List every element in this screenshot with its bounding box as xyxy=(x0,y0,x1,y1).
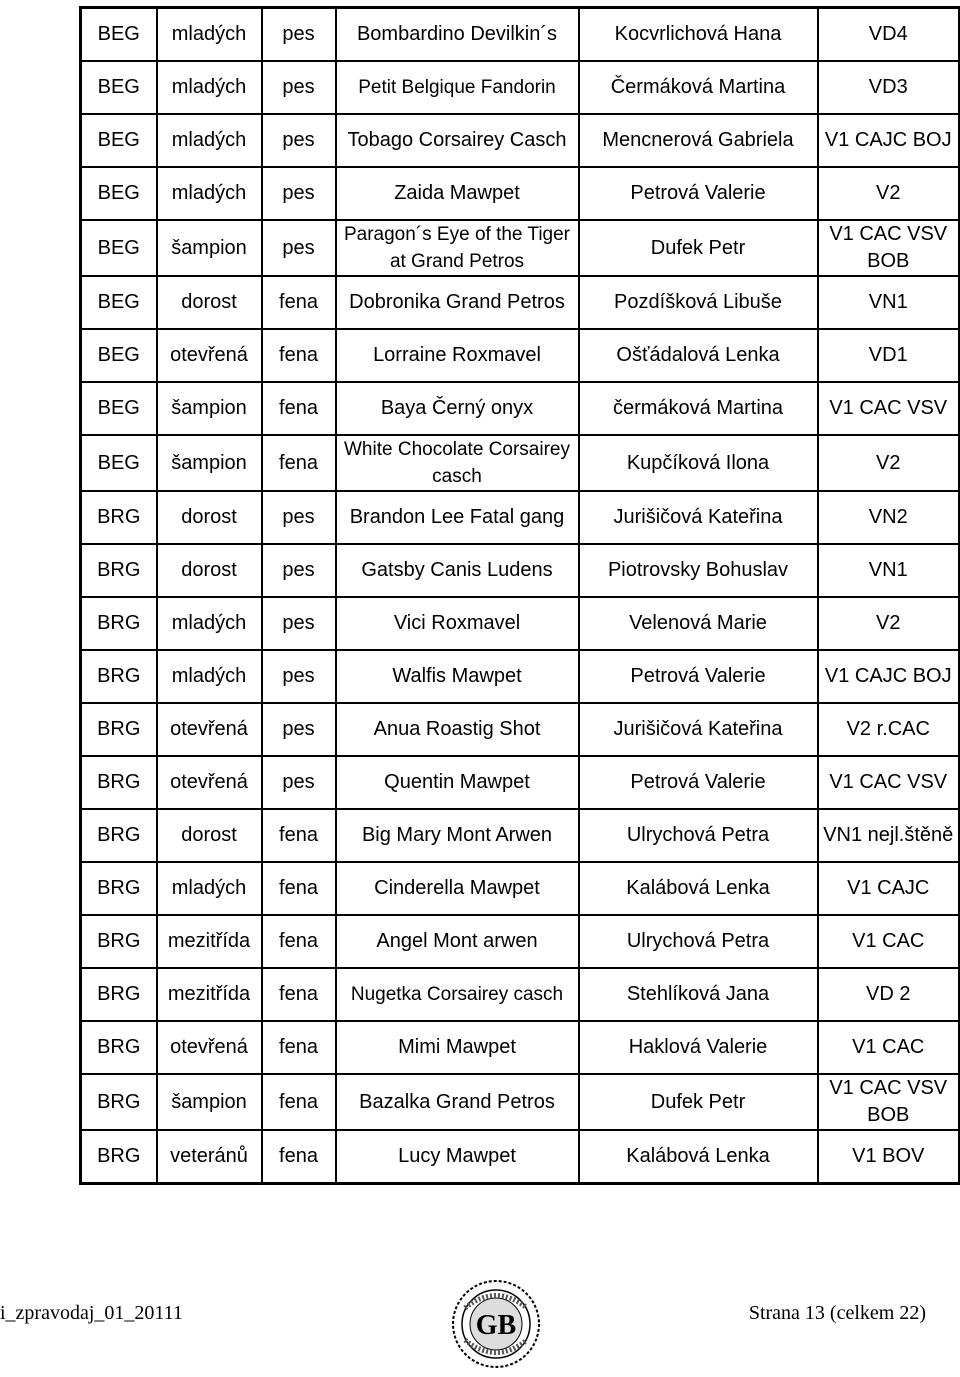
cell-breed: BRG xyxy=(81,1130,157,1184)
cell-sex: fena xyxy=(262,329,336,382)
cell-sex: fena xyxy=(262,276,336,329)
cell-class: otevřená xyxy=(157,329,262,382)
cell-sex: pes xyxy=(262,61,336,114)
cell-dog: Walfis Mawpet xyxy=(336,650,579,703)
cell-owner: Petrová Valerie xyxy=(579,167,818,220)
cell-sex: fena xyxy=(262,435,336,491)
cell-owner: Ulrychová Petra xyxy=(579,915,818,968)
cell-dog: Cinderella Mawpet xyxy=(336,862,579,915)
cell-breed: BRG xyxy=(81,1074,157,1130)
table-row xyxy=(81,650,960,703)
cell-result: V2 xyxy=(818,435,960,491)
footer-page-number: Strana 13 (celkem 22) xyxy=(748,1302,926,1324)
cell-result: V2 r.CAC xyxy=(818,703,960,756)
cell-sex: pes xyxy=(262,597,336,650)
cell-class: mezitřída xyxy=(157,915,262,968)
cell-sex: pes xyxy=(262,167,336,220)
cell-sex: fena xyxy=(262,809,336,862)
table-row xyxy=(81,915,960,968)
cell-result: VN1 nejl.štěně xyxy=(818,809,960,862)
table-row xyxy=(81,382,960,435)
cell-sex: fena xyxy=(262,915,336,968)
cell-class: dorost xyxy=(157,809,262,862)
cell-class: mladých xyxy=(157,8,262,62)
cell-owner: Kalábová Lenka xyxy=(579,1130,818,1184)
cell-result: V1 CAC VSV xyxy=(818,382,960,435)
cell-dog: Quentin Mawpet xyxy=(336,756,579,809)
cell-breed: BEG xyxy=(81,61,157,114)
cell-sex: fena xyxy=(262,1021,336,1074)
cell-result: VN2 xyxy=(818,491,960,544)
cell-class: otevřená xyxy=(157,756,262,809)
cell-breed: BRG xyxy=(81,544,157,597)
cell-result: V1 CAJC BOJ xyxy=(818,114,960,167)
cell-result: V1 CAC VSV xyxy=(818,756,960,809)
cell-owner: Stehlíková Jana xyxy=(579,968,818,1021)
cell-breed: BRG xyxy=(81,756,157,809)
table-row xyxy=(81,8,960,62)
cell-class: šampion xyxy=(157,220,262,276)
cell-dog: Petit Belgique Fandorin xyxy=(336,61,579,114)
cell-dog: Lorraine Roxmavel xyxy=(336,329,579,382)
cell-sex: pes xyxy=(262,544,336,597)
cell-breed: BRG xyxy=(81,968,157,1021)
cell-owner: Čermáková Martina xyxy=(579,61,818,114)
cell-sex: fena xyxy=(262,968,336,1021)
cell-result: V2 xyxy=(818,597,960,650)
cell-owner: Dufek Petr xyxy=(579,220,818,276)
cell-sex: pes xyxy=(262,703,336,756)
cell-breed: BEG xyxy=(81,8,157,62)
cell-owner: Mencnerová Gabriela xyxy=(579,114,818,167)
cell-sex: fena xyxy=(262,382,336,435)
table-row xyxy=(81,329,960,382)
cell-result: V1 CAJC BOJ xyxy=(818,650,960,703)
cell-result: VN1 xyxy=(818,544,960,597)
cell-class: veteránů xyxy=(157,1130,262,1184)
cell-result: V1 BOV xyxy=(818,1130,960,1184)
cell-breed: BRG xyxy=(81,915,157,968)
cell-class: šampion xyxy=(157,382,262,435)
cell-class: dorost xyxy=(157,276,262,329)
cell-owner: čermáková Martina xyxy=(579,382,818,435)
cell-dog: Angel Mont arwen xyxy=(336,915,579,968)
cell-owner: Petrová Valerie xyxy=(579,756,818,809)
cell-class: šampion xyxy=(157,1074,262,1130)
cell-class: mladých xyxy=(157,167,262,220)
cell-breed: BRG xyxy=(81,1021,157,1074)
cell-class: dorost xyxy=(157,491,262,544)
cell-class: mladých xyxy=(157,597,262,650)
table-row xyxy=(81,544,960,597)
cell-class: mladých xyxy=(157,114,262,167)
table-row xyxy=(81,1074,960,1130)
cell-owner: Velenová Marie xyxy=(579,597,818,650)
cell-breed: BEG xyxy=(81,435,157,491)
table-row xyxy=(81,862,960,915)
cell-sex: fena xyxy=(262,862,336,915)
cell-dog: Bombardino Devilkin´s xyxy=(336,8,579,62)
logo-monogram: GB xyxy=(475,1310,517,1341)
cell-dog: Vici Roxmavel xyxy=(336,597,579,650)
table-body xyxy=(81,8,960,1184)
cell-dog: Brandon Lee Fatal gang xyxy=(336,491,579,544)
cell-owner: Dufek Petr xyxy=(579,1074,818,1130)
cell-class: mezitřída xyxy=(157,968,262,1021)
cell-class: dorost xyxy=(157,544,262,597)
table-row xyxy=(81,61,960,114)
table-row xyxy=(81,703,960,756)
cell-breed: BRG xyxy=(81,650,157,703)
cell-owner: Piotrovsky Bohuslav xyxy=(579,544,818,597)
cell-result: V1 CAC xyxy=(818,1021,960,1074)
cell-dog: Big Mary Mont Arwen xyxy=(336,809,579,862)
cell-result: V1 CAC VSV BOB xyxy=(818,220,960,276)
club-logo-seal xyxy=(445,1278,547,1370)
cell-dog: Mimi Mawpet xyxy=(336,1021,579,1074)
table-row xyxy=(81,276,960,329)
cell-sex: fena xyxy=(262,1074,336,1130)
table-row xyxy=(81,167,960,220)
cell-breed: BEG xyxy=(81,220,157,276)
cell-breed: BEG xyxy=(81,276,157,329)
cell-breed: BEG xyxy=(81,114,157,167)
cell-result: VD 2 xyxy=(818,968,960,1021)
cell-class: mladých xyxy=(157,61,262,114)
cell-dog: Anua Roastig Shot xyxy=(336,703,579,756)
cell-sex: fena xyxy=(262,1130,336,1184)
cell-breed: BRG xyxy=(81,703,157,756)
cell-breed: BRG xyxy=(81,809,157,862)
cell-owner: Ulrychová Petra xyxy=(579,809,818,862)
cell-result: V1 CAC xyxy=(818,915,960,968)
cell-dog: Dobronika Grand Petros xyxy=(336,276,579,329)
cell-dog: Paragon´s Eye of the Tiger at Grand Petros xyxy=(336,220,579,276)
cell-breed: BEG xyxy=(81,382,157,435)
table-row xyxy=(81,968,960,1021)
cell-result: VD1 xyxy=(818,329,960,382)
cell-result: VD4 xyxy=(818,8,960,62)
cell-result: V1 CAJC xyxy=(818,862,960,915)
table-row xyxy=(81,809,960,862)
cell-sex: pes xyxy=(262,756,336,809)
cell-sex: pes xyxy=(262,8,336,62)
cell-breed: BRG xyxy=(81,491,157,544)
cell-dog: Tobago Corsairey Casch xyxy=(336,114,579,167)
cell-dog: Zaida Mawpet xyxy=(336,167,579,220)
cell-breed: BEG xyxy=(81,329,157,382)
cell-result: V2 xyxy=(818,167,960,220)
cell-owner: Pozdíšková Libuše xyxy=(579,276,818,329)
cell-dog: Nugetka Corsairey casch xyxy=(336,968,579,1021)
cell-owner: Jurišičová Kateřina xyxy=(579,703,818,756)
cell-result: VD3 xyxy=(818,61,960,114)
cell-dog: Lucy Mawpet xyxy=(336,1130,579,1184)
cell-class: mladých xyxy=(157,650,262,703)
table-row xyxy=(81,491,960,544)
cell-dog: Bazalka Grand Petros xyxy=(336,1074,579,1130)
cell-owner: Kocvrlichová Hana xyxy=(579,8,818,62)
cell-class: šampion xyxy=(157,435,262,491)
table-row xyxy=(81,1021,960,1074)
table-row xyxy=(81,435,960,491)
cell-owner: Kalábová Lenka xyxy=(579,862,818,915)
cell-owner: Jurišičová Kateřina xyxy=(579,491,818,544)
table-row xyxy=(81,1130,960,1184)
cell-class: otevřená xyxy=(157,1021,262,1074)
cell-sex: pes xyxy=(262,650,336,703)
cell-owner: Kupčíková Ilona xyxy=(579,435,818,491)
cell-sex: pes xyxy=(262,114,336,167)
table-row xyxy=(81,114,960,167)
cell-owner: Haklová Valerie xyxy=(579,1021,818,1074)
cell-dog: Baya Černý onyx xyxy=(336,382,579,435)
results-table xyxy=(79,6,960,1185)
cell-owner: Ošťádalová Lenka xyxy=(579,329,818,382)
cell-sex: pes xyxy=(262,491,336,544)
cell-dog: White Chocolate Corsairey casch xyxy=(336,435,579,491)
table-row xyxy=(81,597,960,650)
footer-document-id: i_zpravodaj_01_20111 xyxy=(0,1302,183,1324)
table-row xyxy=(81,756,960,809)
table-row xyxy=(81,220,960,276)
cell-owner: Petrová Valerie xyxy=(579,650,818,703)
cell-result: V1 CAC VSV BOB xyxy=(818,1074,960,1130)
cell-breed: BRG xyxy=(81,597,157,650)
cell-sex: pes xyxy=(262,220,336,276)
cell-dog: Gatsby Canis Ludens xyxy=(336,544,579,597)
cell-breed: BEG xyxy=(81,167,157,220)
cell-result: VN1 xyxy=(818,276,960,329)
cell-breed: BRG xyxy=(81,862,157,915)
cell-class: mladých xyxy=(157,862,262,915)
cell-class: otevřená xyxy=(157,703,262,756)
